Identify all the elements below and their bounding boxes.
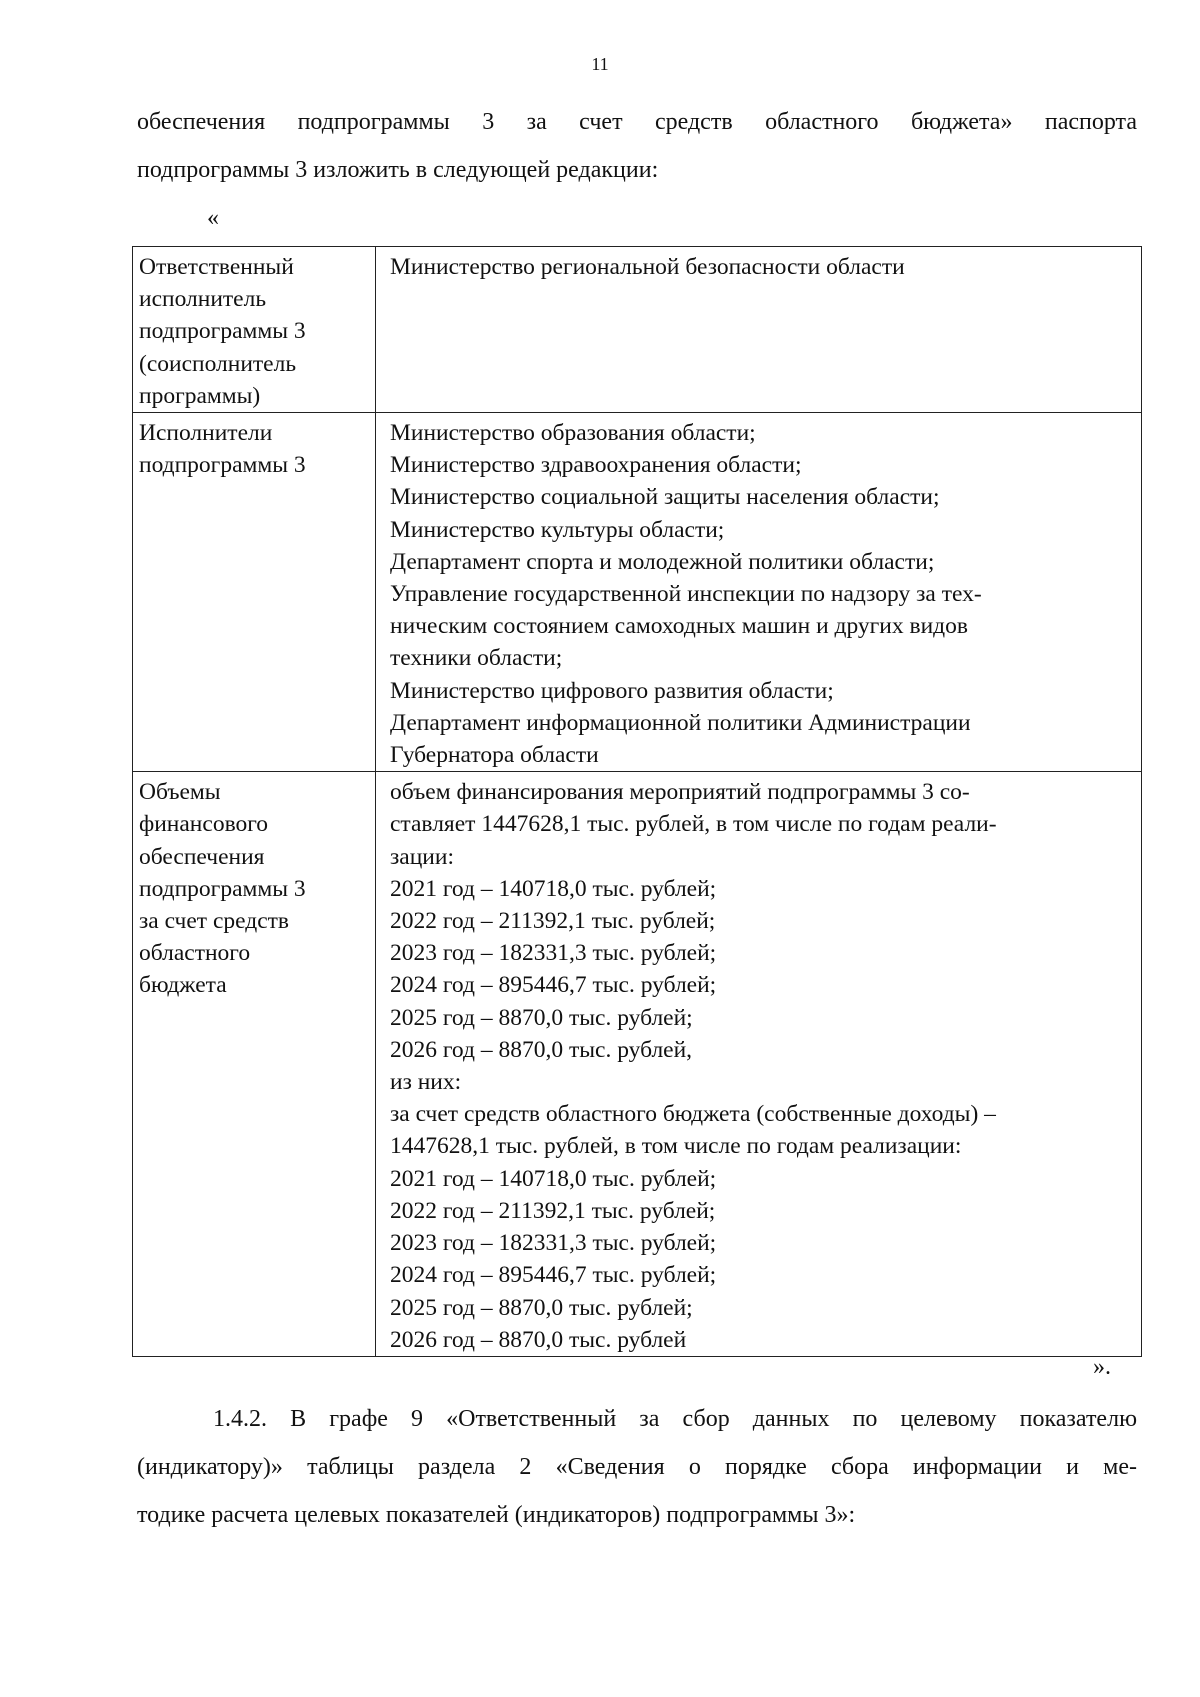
intro-text <box>137 98 1137 194</box>
row-value-line: Министерство региональной безопасности области <box>390 254 905 280</box>
row-value-line: 2023 год – 182331,3 тыс. рублей; <box>390 1230 717 1257</box>
row-label-line: программы) <box>139 382 261 409</box>
row-label-line: подпрограммы 3 <box>139 875 306 902</box>
row-value-cell <box>376 413 1142 772</box>
row-value-line: 2021 год – 140718,0 тыс. рублей; <box>390 1165 717 1192</box>
row-label-line: исполнитель <box>139 286 267 313</box>
passport-row <box>133 772 1142 1357</box>
row-value-line: 2025 год – 8870,0 тыс. рублей; <box>390 1004 693 1031</box>
paragraph-line: (индикатору)» таблицы раздела 2 «Сведения о порядке сбора информации и ме- <box>137 1454 1137 1480</box>
row-value-line: Министерство здравоохранения области; <box>390 452 802 479</box>
row-value-line: Губернатора области <box>390 742 599 769</box>
row-label-line: Исполнители <box>139 420 273 447</box>
row-value-line: 2024 год – 895446,7 тыс. рублей; <box>390 972 717 999</box>
row-value-line: Управление государственной инспекции по надзору за тех- <box>390 581 982 608</box>
row-value-line: 2024 год – 895446,7 тыс. рублей; <box>390 1262 717 1289</box>
row-label-cell <box>133 247 376 413</box>
row-label-line: подпрограммы 3 <box>139 452 306 479</box>
page-number: 11 <box>591 54 609 74</box>
row-value-line: за счет средств областного бюджета (собственные доходы) – <box>390 1101 996 1128</box>
row-label-line: областного <box>139 940 251 967</box>
row-value-line: из них: <box>390 1069 462 1096</box>
row-value-line: 2026 год – 8870,0 тыс. рублей, <box>390 1036 693 1063</box>
intro-line: подпрограммы 3 изложить в следующей редакции: <box>137 157 659 183</box>
row-value-line: 2023 год – 182331,3 тыс. рублей; <box>390 940 717 967</box>
row-value-line: зации: <box>390 843 454 870</box>
row-value-line: Министерство социальной защиты населения области; <box>390 484 940 511</box>
opening-quote-mark: « <box>207 205 219 231</box>
row-value-line: 1447628,1 тыс. рублей, в том числе по годам реализации: <box>390 1133 962 1160</box>
passport-row <box>133 247 1142 413</box>
row-value-line: 2022 год – 211392,1 тыс. рублей; <box>390 908 716 935</box>
row-value-line: Департамент спорта и молодежной политики области; <box>390 548 935 575</box>
row-value-line: Министерство цифрового развития области; <box>390 677 834 704</box>
intro-line: обеспечения подпрограммы 3 за счет средств областного бюджета» паспорта <box>137 109 1137 135</box>
row-label-cell <box>133 772 376 1357</box>
row-value-line: 2025 год – 8870,0 тыс. рублей; <box>390 1294 693 1321</box>
row-value-line: Министерство культуры области; <box>390 516 725 543</box>
row-value-line: 2021 год – 140718,0 тыс. рублей; <box>390 875 717 902</box>
row-label-line: обеспечения <box>139 843 265 870</box>
row-label-line: за счет средств <box>139 908 289 935</box>
amendment-paragraph <box>137 1395 1137 1539</box>
row-value-line: ставляет 1447628,1 тыс. рублей, в том числе по годам реали- <box>390 811 997 838</box>
row-label-line: финансового <box>139 811 269 838</box>
paragraph-line: тодике расчета целевых показателей (индикаторов) подпрограммы 3»: <box>137 1502 856 1528</box>
row-value-line: техники области; <box>390 645 563 672</box>
row-label-line: Объемы <box>139 779 221 806</box>
row-value-line: ническим состоянием самоходных машин и других видов <box>390 613 968 640</box>
row-value-line: Министерство образования области; <box>390 420 756 447</box>
row-value-cell <box>376 247 1142 413</box>
closing-quote-mark: ». <box>1093 1354 1111 1380</box>
row-label-line: (соисполнитель <box>139 350 297 377</box>
row-value-line: 2022 год – 211392,1 тыс. рублей; <box>390 1197 716 1224</box>
row-label-line: бюджета <box>139 972 227 999</box>
paragraph-line: 1.4.2. В графе 9 «Ответственный за сбор данных по целевому показателю <box>213 1406 1137 1432</box>
row-label-line: Ответственный <box>139 254 294 280</box>
row-value-line: Департамент информационной политики Администрации <box>390 709 971 736</box>
row-label-line: подпрограммы 3 <box>139 318 306 345</box>
row-value-line: объем финансирования мероприятий подпрограммы 3 со- <box>390 779 970 806</box>
row-value-line: 2026 год – 8870,0 тыс. рублей <box>390 1326 687 1353</box>
passport-table <box>132 246 1142 1357</box>
passport-row <box>133 413 1142 772</box>
row-value-cell <box>376 772 1142 1357</box>
row-label-cell <box>133 413 376 772</box>
